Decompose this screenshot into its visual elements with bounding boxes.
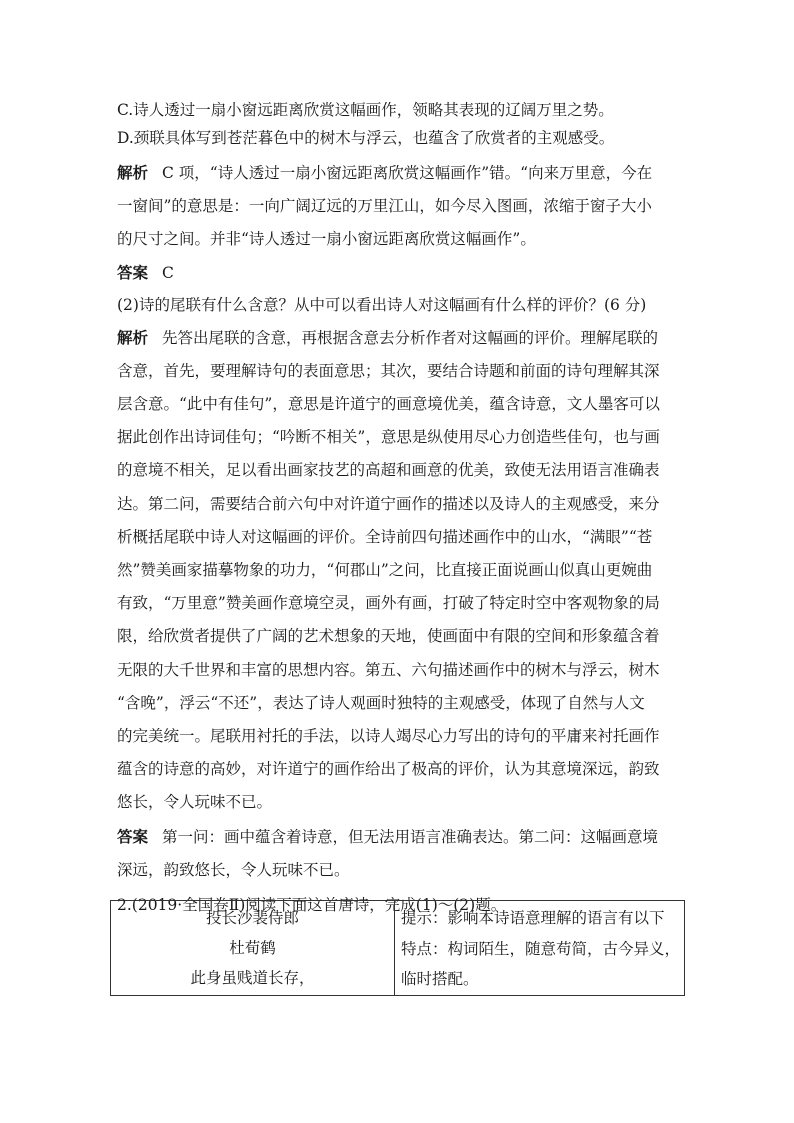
analysis-2-line-2: 含意，首先，要理解诗句的表面意思；其次，要结合诗题和前面的诗句理解其深 — [117, 361, 660, 380]
option-d: D.颈联具体写到苍茫暮色中的树木与浮云，也蕴含了欣赏者的主观感受。 — [117, 129, 615, 147]
analysis-2-line-1: 解析 先答出尾联的含意，再根据含意去分析作者对这幅画的评价。理解尾联的 — [117, 327, 659, 347]
analysis-2-line-11: 无限的大千世界和丰富的思想内容。第五、六句描述画作中的树木与浮云，树木 — [117, 660, 660, 679]
analysis-2-line-9: 有致，“万里意”赞美画作意境空灵，画外有画，打破了特定时空中客观物象的局 — [117, 594, 660, 613]
answer-tag: 答案 — [117, 826, 149, 846]
answer-2-line-2: 深远，韵致悠长，令人玩味不已。 — [117, 860, 350, 879]
analysis-2-line-8: 然”赞美画家描摹物象的功力，“何郡山”之问，比直接正面说画山似真山更婉曲 — [117, 561, 653, 580]
question-2: (2)诗的尾联有什么含意？从中可以看出诗人对这幅画有什么样的评价？(6 分) — [117, 295, 647, 314]
analysis-2-line-7: 析概括尾联中诗人对这幅画的评价。全诗前四句描述画作中的山水，“满眼”“苍 — [117, 527, 653, 546]
analysis-2-line-5: 的意境不相关，足以看出画家技艺的高超和画意的优美，致使无法用语言准确表 — [117, 461, 660, 480]
analysis-2-line-3: 层含意。“此中有佳句”，意思是许道宁的画意境优美，蕴含诗意，文人墨客可以 — [117, 395, 660, 414]
question-next: 2.(2019·全国卷Ⅱ)阅读下面这首唐诗，完成(1)～(2)题。 — [117, 896, 507, 915]
analysis-2-line-10: 限，给欣赏者提供了广阔的艺术想象的天地，使画面中有限的空间和形象蕴含着 — [117, 627, 660, 646]
answer-2-line-1: 答案 第一问：画中蕴含着诗意，但无法用语言准确表达。第二问：这幅画意境 — [117, 826, 659, 846]
answer-1: 答案 C — [117, 262, 174, 282]
analysis-2-line-6: 达。第二问，需要结合前六句中对许道宁画作的描述以及诗人的主观感受，来分 — [117, 494, 660, 513]
analysis-2-line-13: 的完美统一。尾联用衬托的手法，以诗人竭尽心力写出的诗句的平庸来衬托画作 — [117, 727, 660, 746]
poem-title: 投长沙裴侍郎 — [205, 909, 299, 927]
poem-line-1: 此身虽贱道长存， — [190, 969, 315, 987]
analysis-2-line-12: “含晚”，浮云“不还”，表达了诗人观画时独特的主观感受，体现了自然与人文 — [117, 693, 645, 712]
hint-line-1: 提示：影响本诗语意理解的语言有以下 — [400, 909, 665, 927]
option-c: C.诗人透过一扇小窗远距离欣赏这幅画作，领略其表现的辽阔万里之势。 — [117, 101, 614, 119]
analysis-2-line-4: 据此创作出诗词佳句；“吟断不相关”，意思是纵使用尽心力创造些佳句，也与画 — [117, 428, 660, 447]
analysis-2-line-14: 蕴含的诗意的高妙，对许道宁的画作给出了极高的评价，认为其意境深远，韵致 — [117, 760, 660, 779]
hint-cell — [395, 901, 684, 995]
analysis-tag: 解析 — [117, 327, 149, 347]
analysis-1-line-3: 的尺寸之间。并非“诗人透过一扇小窗远距离欣赏这幅画作”。 — [117, 230, 536, 249]
analysis-1-line-2: 一窗间”的意思是：一向广阔辽远的万里江山，如今尽入图画，浓缩于窗子大小 — [117, 197, 652, 216]
analysis-1-line-1: 解析 C 项，“诗人透过一扇小窗远距离欣赏这幅画作”错。“向来万里意，今在 — [117, 163, 653, 182]
poem-cell — [111, 901, 395, 995]
hint-line-2: 特点：构词陌生，随意苟简，古今异义， — [400, 939, 680, 958]
analysis-2-line-15: 悠长，令人玩味不已。 — [117, 793, 273, 812]
poem-author: 杜荀鹤 — [229, 939, 276, 957]
answer-tag: 答案 — [117, 262, 149, 282]
poem-table — [110, 900, 685, 996]
document-body — [117, 96, 685, 921]
analysis-tag: 解析 — [117, 163, 149, 182]
hint-line-3: 临时搭配。 — [400, 970, 479, 988]
